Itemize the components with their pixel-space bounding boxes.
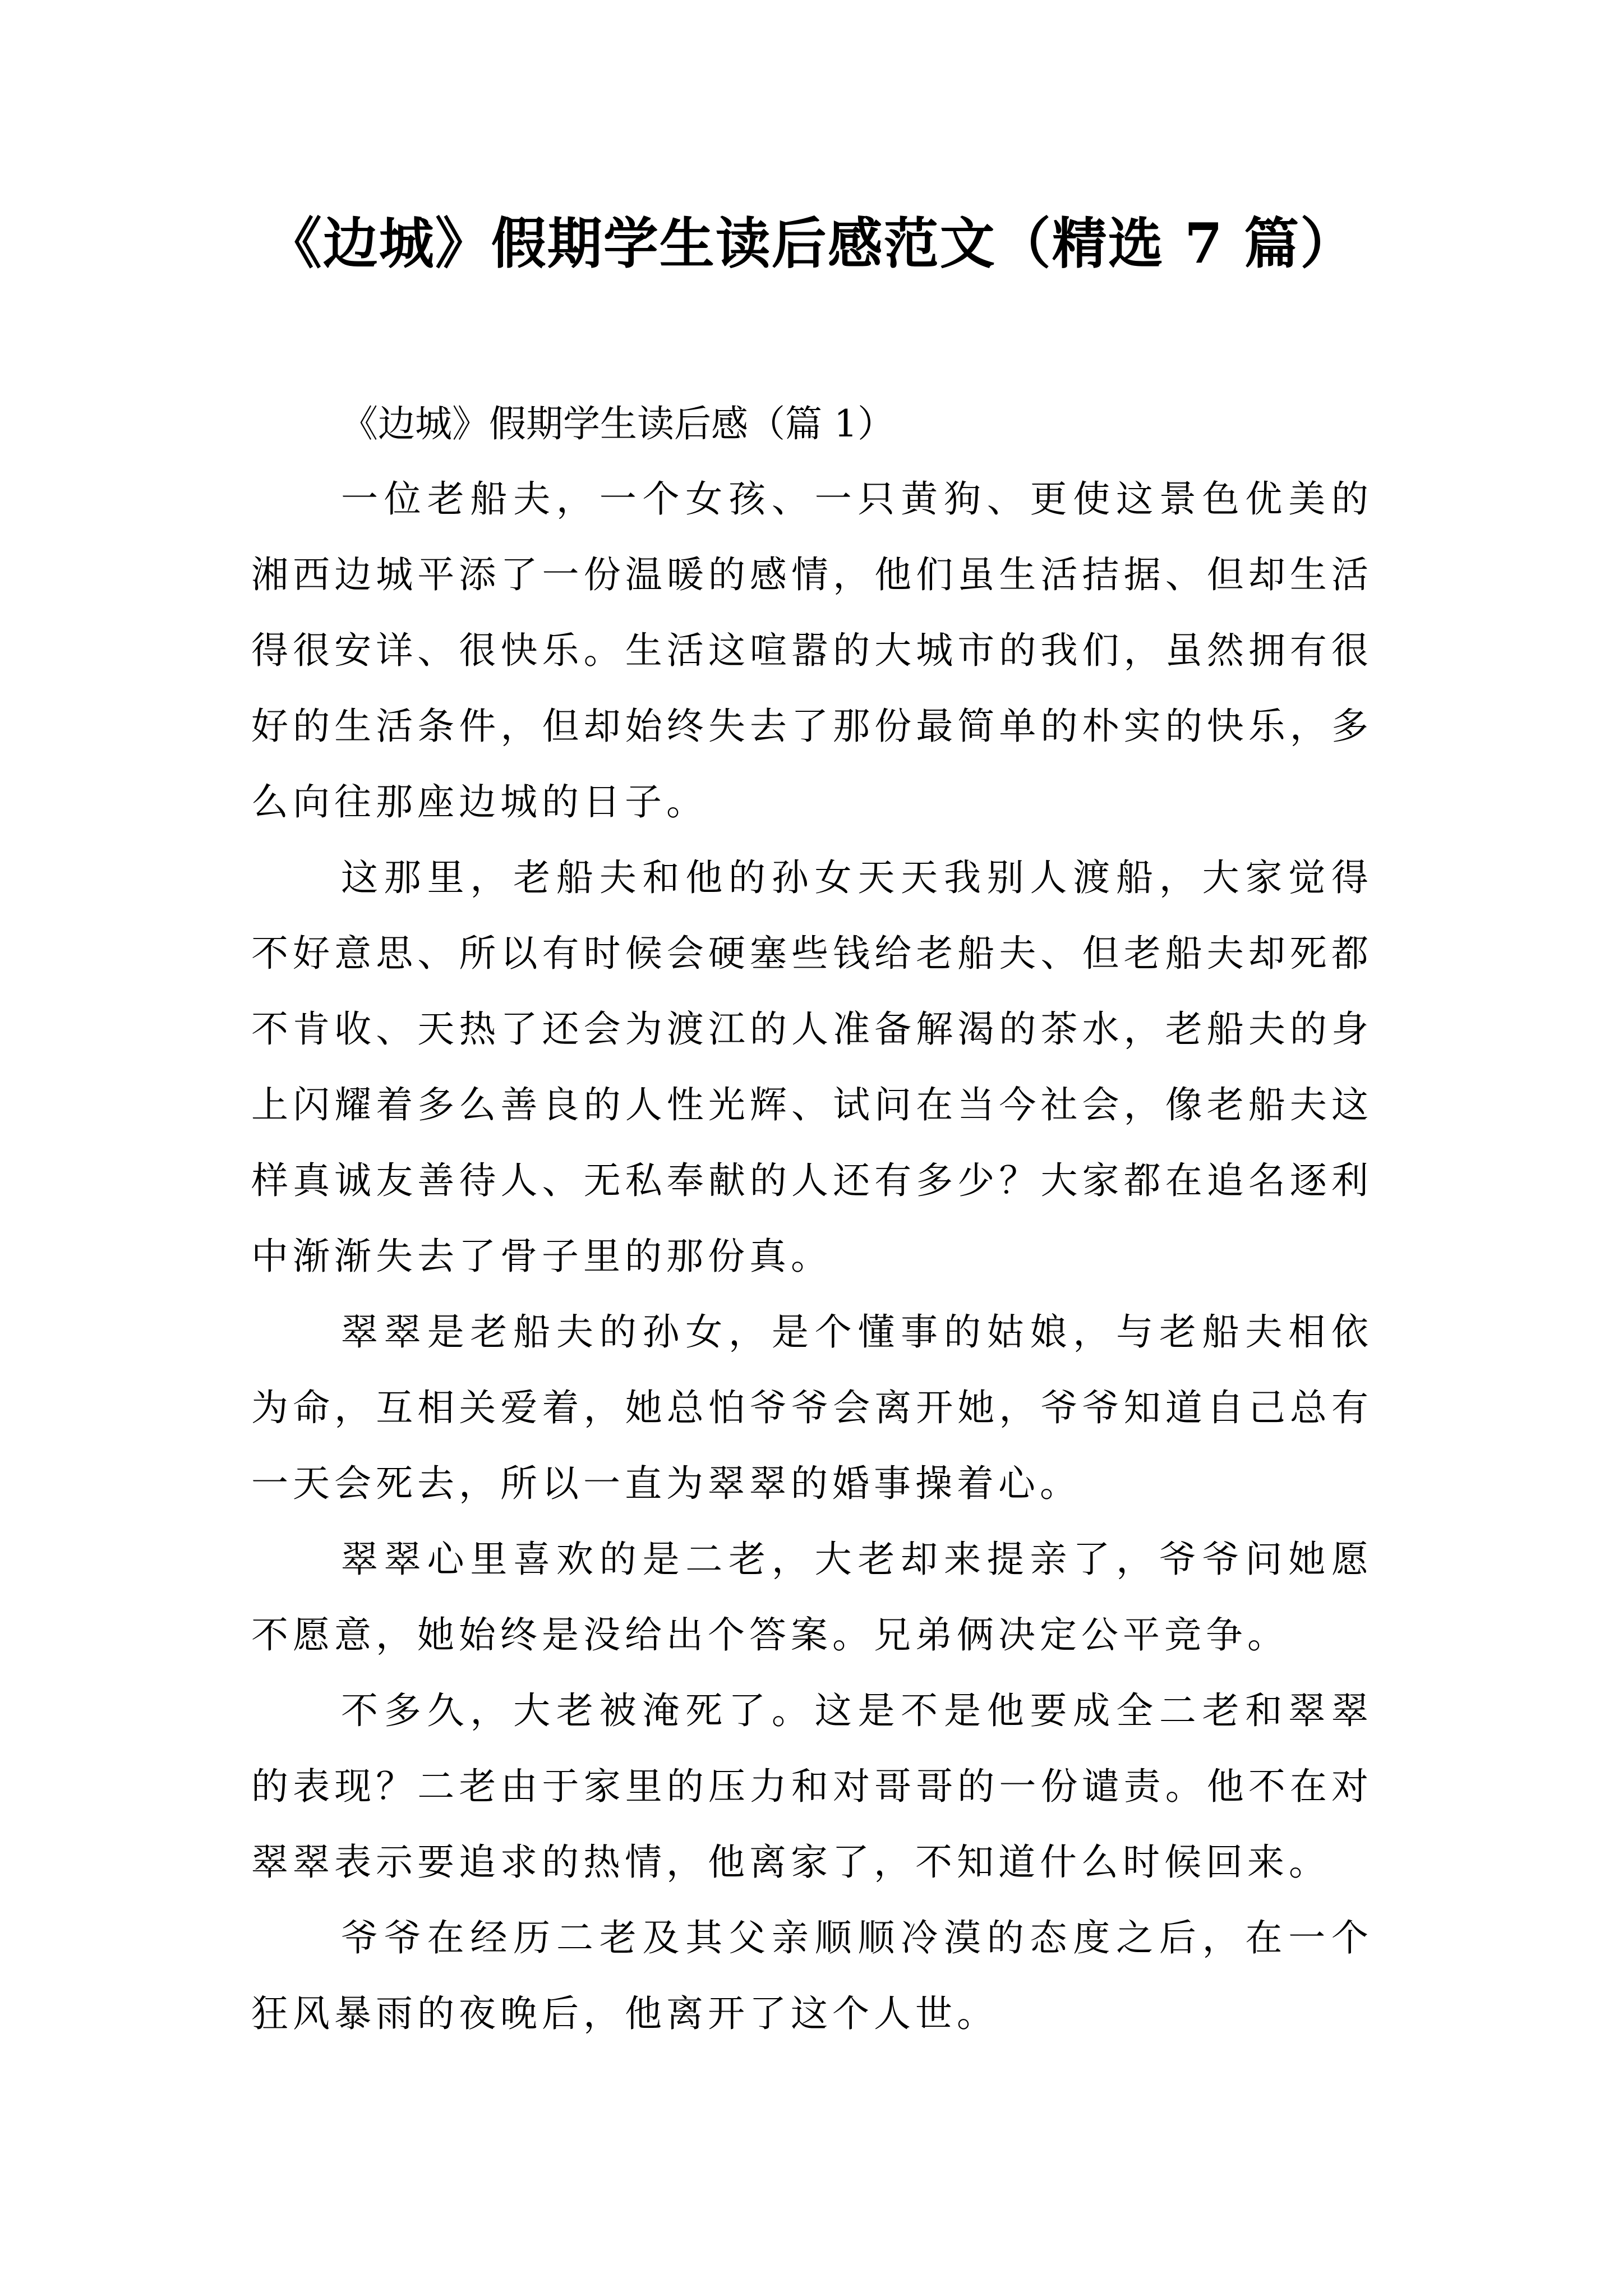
document-body <box>251 387 1373 2051</box>
paragraph-5: 不多久，大老被淹死了。这是不是他要成全二老和翠翠的表现？二老由于家里的压力和对哥哥的一份谴责。他不在对翠翠表示要追求的热情，他离家了，不知道什么时候回来。 <box>251 1689 1373 1884</box>
document-title: 《边城》假期学生读后感范文（精选 7 篇） <box>266 211 1357 276</box>
paragraph-4: 翠翠心里喜欢的是二老，大老却来提亲了，爷爷问她愿不愿意，她始终是没给出个答案。兄弟俩决定公平竞争。 <box>251 1538 1373 1657</box>
paragraph-6: 爷爷在经历二老及其父亲顺顺冷漠的态度之后，在一个狂风暴雨的夜晚后，他离开了这个人世。 <box>251 1916 1373 2035</box>
paragraph-1: 一位老船夫，一个女孩、一只黄狗、更使这景色优美的湘西边城平添了一份温暖的感情，他们虽生活拮据、但却生活得很安详、很快乐。生活这喧嚣的大城市的我们，虽然拥有很好的生活条件，但却始终失去了那份最简单的朴实的快乐，多么向往那座边城的日子。 <box>251 477 1373 823</box>
paragraph-3: 翠翠是老船夫的孙女，是个懂事的姑娘，与老船夫相依为命，互相关爱着，她总怕爷爷会离开她，爷爷知道自己总有一天会死去，所以一直为翠翠的婚事操着心。 <box>251 1310 1373 1505</box>
paragraph-2: 这那里，老船夫和他的孙女天天我别人渡船，大家觉得不好意思、所以有时候会硬塞些钱给老船夫、但老船夫却死都不肯收、天热了还会为渡江的人准备解渴的茶水，老船夫的身上闪耀着多么善良的人性光辉、试问在当今社会，像老船夫这样真诚友善待人、无私奉献的人还有多少？大家都在追名逐利中渐渐失去了骨子里的那份真。 <box>251 856 1373 1278</box>
section-heading: 《边城》假期学生读后感（篇 1） <box>341 402 895 445</box>
